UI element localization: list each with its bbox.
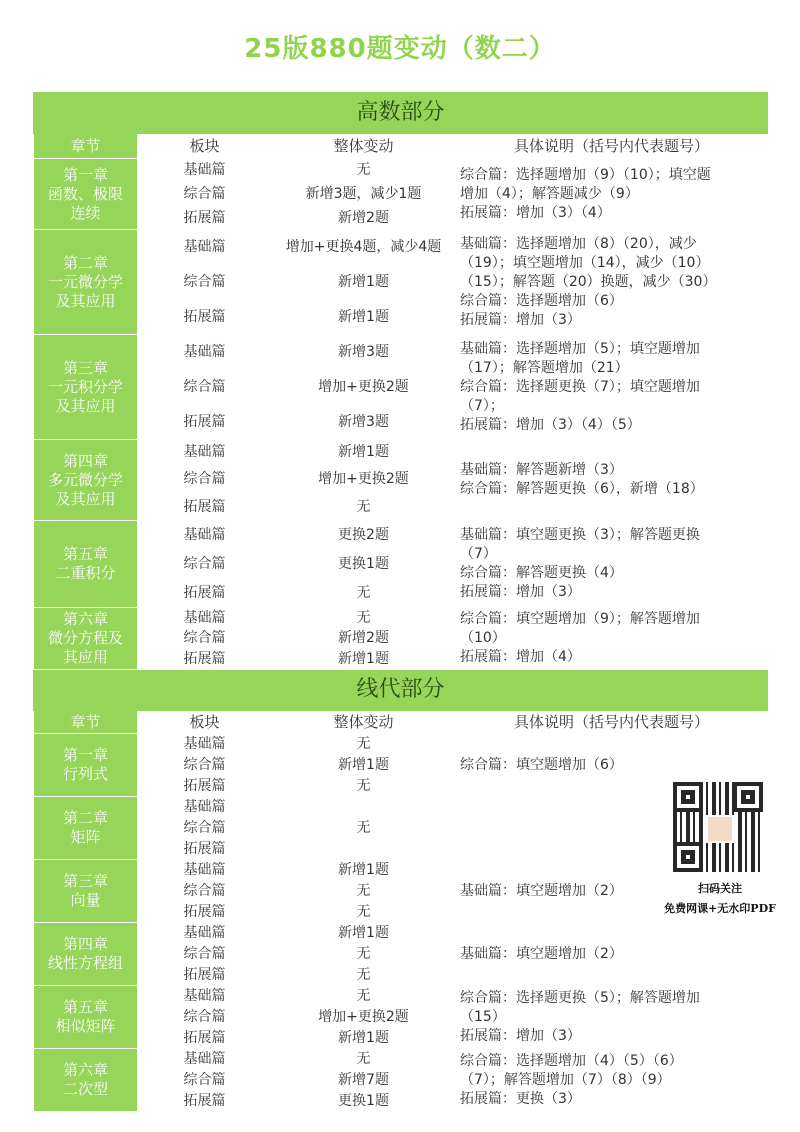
block-cell: 基础篇 [138, 335, 272, 370]
block-cell: 综合篇 [138, 265, 272, 300]
change-cell: 新增7题 [272, 1070, 456, 1091]
detail-line: 基础篇：填空题更换（3）；解答题更换 [460, 527, 700, 543]
block-cell: 拓展篇 [138, 1091, 272, 1112]
block-cell: 拓展篇 [138, 405, 272, 440]
avatar [706, 815, 734, 843]
change-cell: 新增2题 [272, 207, 456, 230]
section-title: 高数部分 [34, 93, 768, 134]
detail-line: 综合篇：解答题更换（4） [460, 565, 623, 581]
detail-cell [456, 923, 768, 986]
column-header-row [34, 134, 768, 159]
detail-line: 增加（4）；解答题减少（9） [460, 185, 639, 202]
chapter-cell: 第六章 二次型 [34, 1049, 138, 1112]
detail-cell [456, 1049, 768, 1112]
change-cell: 更换1题 [272, 550, 456, 579]
detail-line: 基础篇：填空题增加（2） [460, 882, 623, 899]
change-cell: 更换1题 [272, 1091, 456, 1112]
change-table-container [33, 92, 767, 1112]
change-cell: 无 [272, 579, 456, 608]
change-table [33, 92, 768, 1112]
change-cell: 新增1题 [272, 440, 456, 465]
detail-line: 综合篇：解答题更换（6），新增（18） [460, 481, 704, 497]
block-cell: 基础篇 [138, 440, 272, 465]
change-cell: 无 [272, 494, 456, 521]
change-cell: 新增1题 [272, 860, 456, 881]
chapter-cell: 第四章 线性方程组 [34, 923, 138, 986]
chapter-cell: 第五章 相似矩阵 [34, 986, 138, 1049]
change-cell: 无 [272, 1049, 456, 1070]
detail-line: 拓展篇：增加（3） [460, 311, 581, 328]
table-row [34, 335, 768, 370]
block-cell: 基础篇 [138, 1049, 272, 1070]
block-cell: 拓展篇 [138, 579, 272, 608]
block-cell: 综合篇 [138, 1007, 272, 1028]
detail-line: （10） [460, 630, 506, 646]
chapter-cell: 第三章 向量 [34, 860, 138, 923]
column-header-change: 整体变动 [272, 711, 456, 734]
detail-line: （19）；填空题增加（14），减少（10） [460, 254, 710, 271]
block-cell: 综合篇 [138, 1070, 272, 1091]
section-header-row [34, 670, 768, 711]
detail-line: 基础篇：选择题增加（5）；填空题增加 [460, 340, 700, 357]
detail-line: 综合篇：选择题增加（9）（10）；填空题 [460, 166, 711, 183]
qr-code-icon[interactable] [673, 782, 763, 872]
block-cell: 拓展篇 [138, 965, 272, 986]
detail-line: 综合篇：填空题增加（9）；解答题增加 [460, 611, 700, 627]
detail-cell [456, 335, 768, 440]
change-cell: 新增3题 [272, 405, 456, 440]
table-row [34, 1049, 768, 1070]
detail-line: 综合篇：选择题更换（5）；解答题增加 [460, 989, 700, 1006]
block-cell: 综合篇 [138, 628, 272, 649]
detail-cell [456, 230, 768, 335]
table-row [34, 521, 768, 550]
change-cell: 无 [272, 965, 456, 986]
change-cell: 增加+更换2题 [272, 465, 456, 494]
block-cell: 拓展篇 [138, 839, 272, 860]
column-header-change: 整体变动 [272, 134, 456, 159]
block-cell: 基础篇 [138, 608, 272, 629]
block-cell: 综合篇 [138, 818, 272, 839]
chapter-cell: 第一章 函数、极限 连续 [34, 159, 138, 230]
block-cell: 综合篇 [138, 465, 272, 494]
change-cell: 无 [272, 776, 456, 797]
block-cell: 拓展篇 [138, 494, 272, 521]
block-cell: 基础篇 [138, 860, 272, 881]
table-row [34, 986, 768, 1007]
detail-cell [456, 440, 768, 521]
block-cell: 拓展篇 [138, 1028, 272, 1049]
qr-code-panel [655, 780, 785, 920]
block-cell: 基础篇 [138, 159, 272, 182]
change-cell: 无 [272, 608, 456, 629]
table-row [34, 159, 768, 182]
block-cell: 综合篇 [138, 550, 272, 579]
chapter-cell: 第二章 一元微分学 及其应用 [34, 230, 138, 335]
detail-line: （17）；解答题增加（21） [460, 359, 629, 376]
qr-caption-scan: 扫码关注 [698, 882, 742, 895]
block-cell: 拓展篇 [138, 207, 272, 230]
change-cell: 增加+更换4题，减少4题 [272, 230, 456, 265]
chapter-cell: 第三章 一元积分学 及其应用 [34, 335, 138, 440]
block-cell: 基础篇 [138, 734, 272, 755]
detail-line: 拓展篇：增加（3）（4） [460, 204, 611, 221]
detail-cell [456, 608, 768, 670]
column-header-block: 板块 [138, 134, 272, 159]
block-cell: 基础篇 [138, 230, 272, 265]
block-cell: 综合篇 [138, 755, 272, 776]
chapter-cell: 第一章 行列式 [34, 734, 138, 797]
detail-line: 基础篇：选择题增加（8）（20），减少 [460, 235, 697, 252]
column-header-chapter: 章节 [34, 711, 138, 734]
detail-line: 拓展篇：更换（3） [460, 1090, 581, 1107]
detail-cell [456, 159, 768, 230]
change-cell: 无 [272, 159, 456, 182]
detail-line: 基础篇：填空题增加（2） [460, 945, 623, 962]
detail-line: 拓展篇：增加（3） [460, 584, 581, 600]
block-cell: 基础篇 [138, 521, 272, 550]
page-title: 25版880题变动（数二） [244, 34, 556, 64]
change-cell: 新增1题 [272, 923, 456, 944]
table-row [34, 440, 768, 465]
table-row [34, 734, 768, 755]
detail-line: 综合篇：选择题增加（6） [460, 292, 623, 309]
change-cell: 无 [272, 986, 456, 1007]
change-cell: 无 [272, 734, 456, 755]
change-cell: 新增1题 [272, 1028, 456, 1049]
detail-cell [456, 521, 768, 608]
chapter-cell: 第五章 二重积分 [34, 521, 138, 608]
change-cell: 新增3题，减少1题 [272, 182, 456, 207]
detail-cell [456, 986, 768, 1049]
column-header-chapter: 章节 [34, 134, 138, 159]
block-cell: 拓展篇 [138, 649, 272, 670]
table-row [34, 230, 768, 265]
table-row [34, 923, 768, 944]
detail-line: 综合篇：选择题更换（7）；填空题增加 [460, 378, 700, 395]
detail-line: 综合篇：填空题增加（6） [460, 756, 623, 773]
block-cell: 综合篇 [138, 182, 272, 207]
block-cell: 基础篇 [138, 797, 272, 818]
column-header-detail: 具体说明（括号内代表题号） [456, 134, 768, 159]
block-cell: 综合篇 [138, 881, 272, 902]
change-cell: 无 [272, 881, 456, 902]
chapter-cell: 第六章 微分方程及 其应用 [34, 608, 138, 670]
block-cell: 基础篇 [138, 986, 272, 1007]
change-cell: 增加+更换2题 [272, 1007, 456, 1028]
change-cell: 无 [272, 797, 456, 860]
change-cell: 新增1题 [272, 755, 456, 776]
section-title: 线代部分 [34, 670, 768, 711]
detail-line: （15）；解答题（20）换题，减少（30） [460, 273, 717, 290]
detail-line: 拓展篇：增加（3）（4）（5） [460, 416, 641, 433]
change-cell: 更换2题 [272, 521, 456, 550]
block-cell: 拓展篇 [138, 776, 272, 797]
block-cell: 综合篇 [138, 370, 272, 405]
change-cell: 无 [272, 902, 456, 923]
detail-line: （7） [460, 546, 497, 562]
detail-line: （7）；解答题增加（7）（8）（9） [460, 1071, 671, 1088]
change-cell: 增加+更换2题 [272, 370, 456, 405]
column-header-row [34, 711, 768, 734]
detail-line: 拓展篇：增加（3） [460, 1027, 581, 1044]
column-header-block: 板块 [138, 711, 272, 734]
block-cell: 拓展篇 [138, 300, 272, 335]
column-header-detail: 具体说明（括号内代表题号） [456, 711, 768, 734]
chapter-cell: 第四章 多元微分学 及其应用 [34, 440, 138, 521]
change-cell: 新增3题 [272, 335, 456, 370]
qr-caption-free: 免费网课+无水印PDF [664, 902, 776, 915]
change-cell: 新增1题 [272, 300, 456, 335]
section-header-row [34, 93, 768, 134]
detail-line: 基础篇：解答题新增（3） [460, 462, 623, 478]
change-cell: 新增1题 [272, 649, 456, 670]
block-cell: 综合篇 [138, 944, 272, 965]
change-cell: 无 [272, 944, 456, 965]
detail-line: 拓展篇：增加（4） [460, 649, 581, 665]
detail-line: 综合篇：选择题增加（4）（5）（6） [460, 1052, 683, 1069]
change-cell: 新增1题 [272, 265, 456, 300]
detail-line: （15） [460, 1008, 506, 1025]
block-cell: 拓展篇 [138, 902, 272, 923]
chapter-cell: 第二章 矩阵 [34, 797, 138, 860]
table-row [34, 608, 768, 629]
change-cell: 新增2题 [272, 628, 456, 649]
block-cell: 基础篇 [138, 923, 272, 944]
detail-line: （7）； [460, 397, 504, 414]
